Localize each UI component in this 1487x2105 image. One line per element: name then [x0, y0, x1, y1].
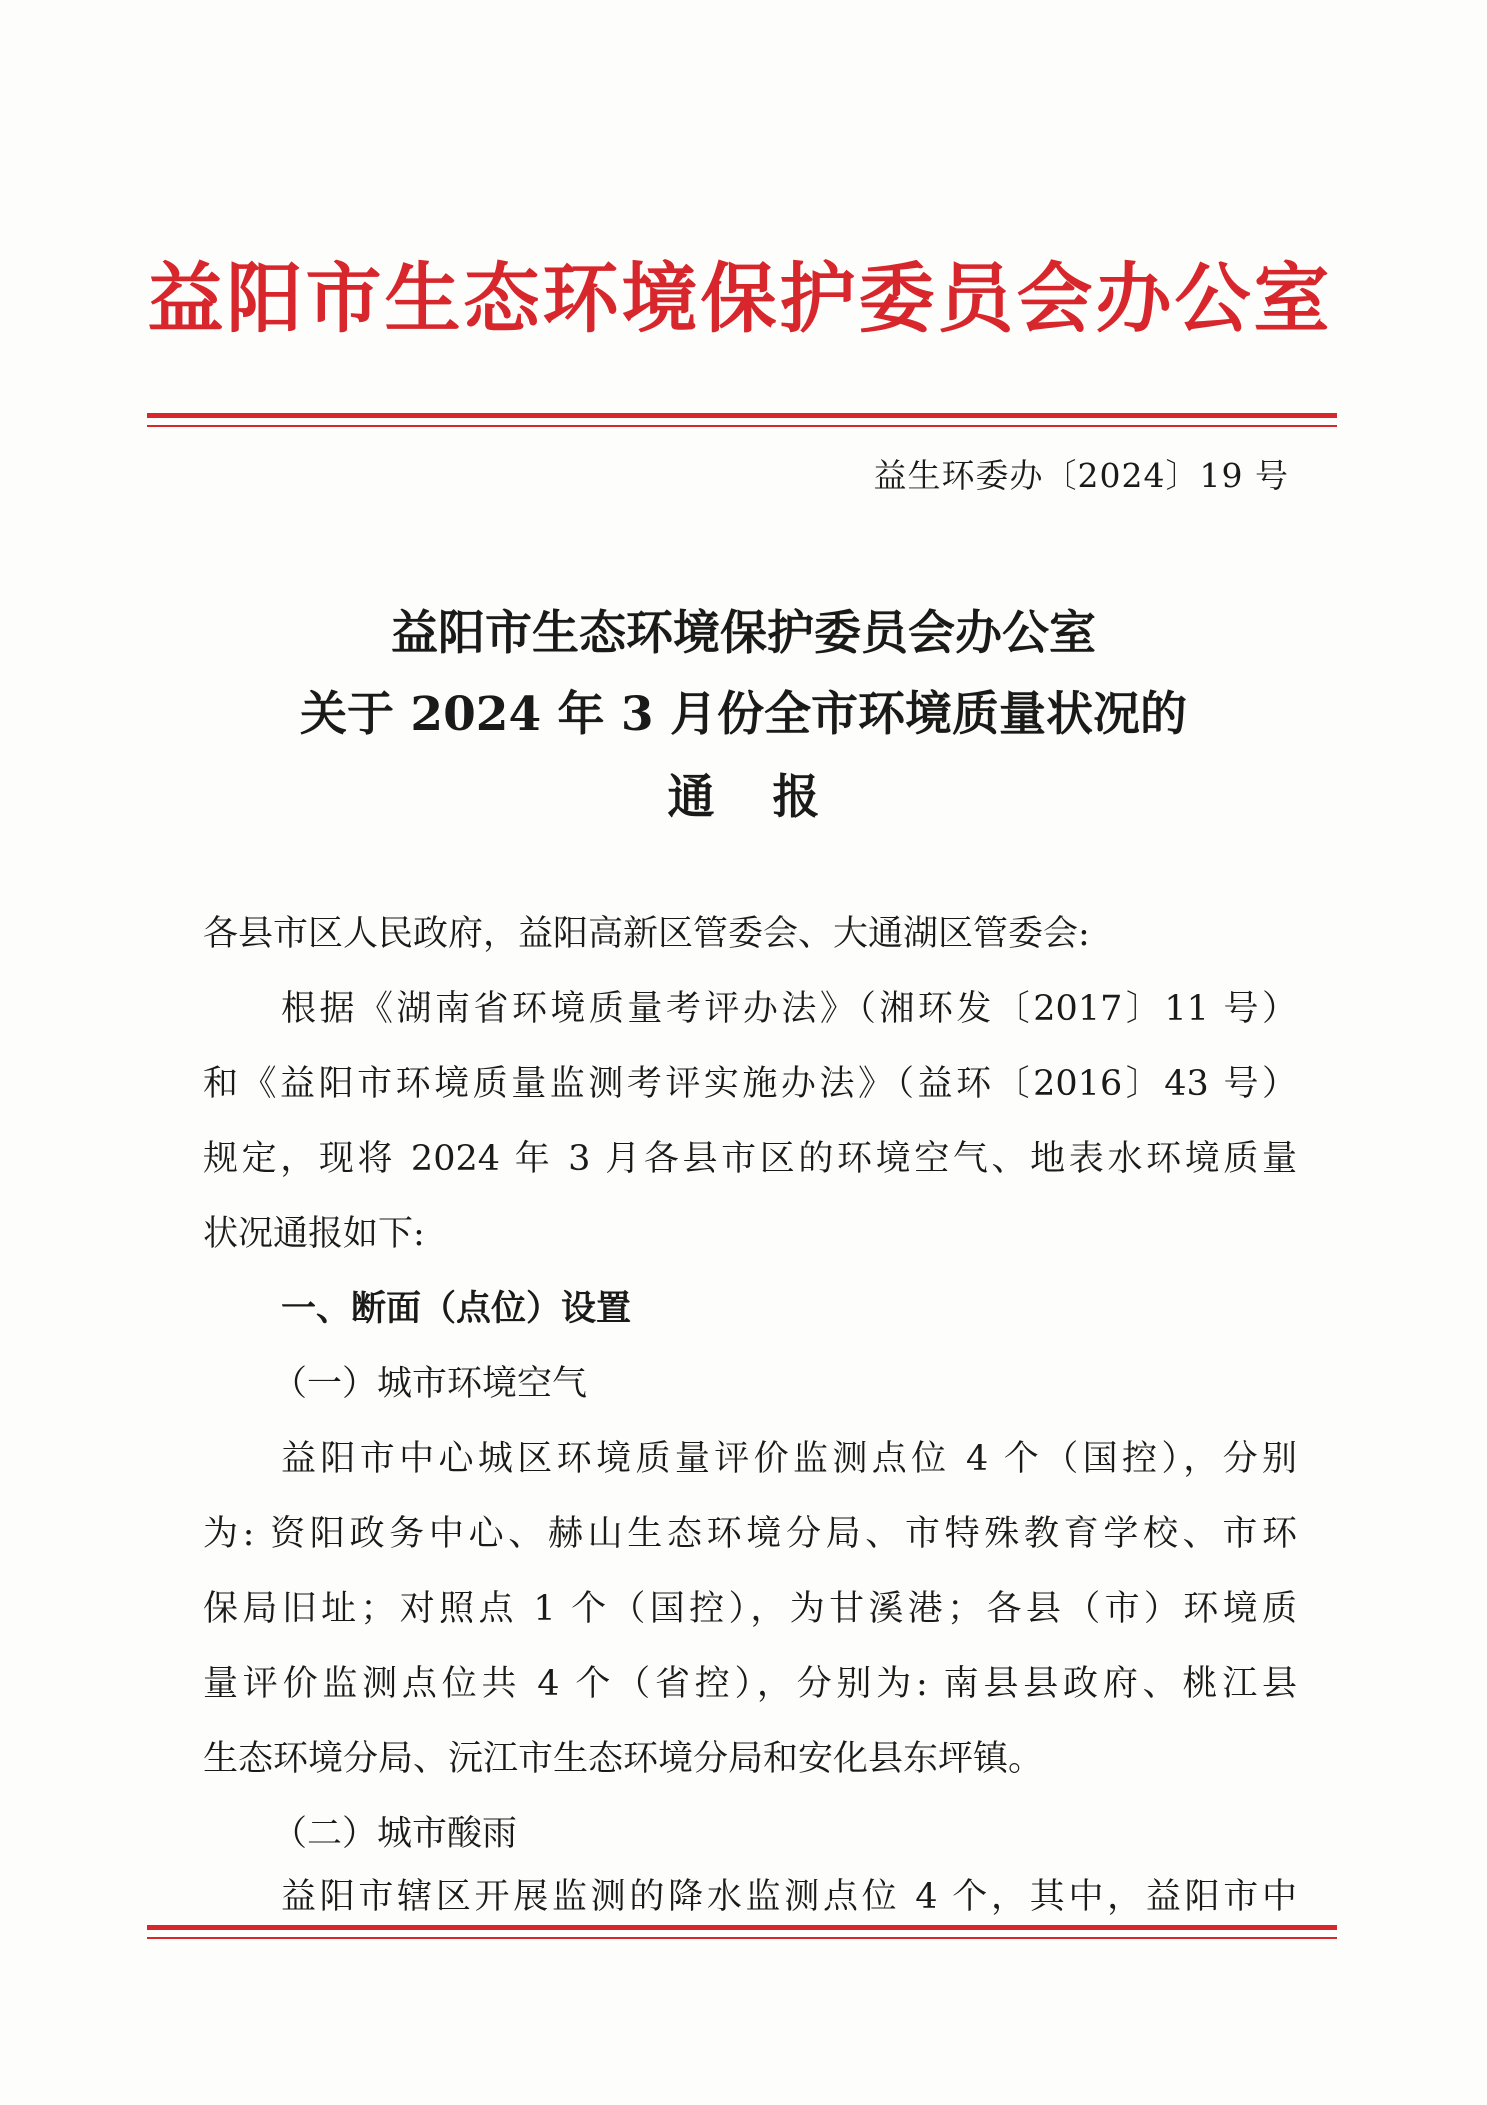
sub2-line-1: 益阳市辖区开展监测的降水监测点位 4 个，其中，益阳市中: [281, 1877, 1297, 1917]
subsection-2-heading: （二）城市酸雨: [272, 1814, 518, 1854]
header-red-rule-thin: [147, 425, 1337, 427]
salutation: 各县市区人民政府，益阳高新区管委会、大通湖区管委会:: [203, 914, 1090, 954]
document-number: 益生环委办〔2024〕19 号: [873, 456, 1289, 495]
footer-red-rule-thick: [147, 1925, 1337, 1930]
title-line-2: 关于 2024 年 3 月份全市环境质量状况的: [300, 687, 1187, 742]
intro-line-4: 状况通报如下:: [203, 1214, 425, 1254]
subsection-1-heading: （一）城市环境空气: [272, 1364, 588, 1404]
header-red-rule-thick: [147, 413, 1337, 418]
section-1-heading: 一、断面（点位）设置: [281, 1289, 632, 1329]
intro-line-3: 规定，现将 2024 年 3 月各县市区的环境空气、地表水环境质量: [203, 1139, 1297, 1179]
sub1-line-3: 保局旧址；对照点 1 个（国控），为甘溪港；各县（市）环境质: [203, 1589, 1297, 1629]
sub1-line-1: 益阳市中心城区环境质量评价监测点位 4 个（国控），分别: [281, 1439, 1297, 1479]
footer-red-rule-thin: [147, 1937, 1337, 1939]
sub1-line-5: 生态环境分局、沅江市生态环境分局和安化县东坪镇。: [203, 1739, 1044, 1779]
sub1-line-4: 量评价监测点位共 4 个（省控），分别为: 南县县政府、桃江县: [203, 1664, 1297, 1704]
sub1-line-2: 为: 资阳政务中心、赫山生态环境分局、市特殊教育学校、市环: [203, 1514, 1297, 1554]
issuing-organization-header: 益阳市生态环境保护委员会办公室: [147, 254, 1333, 343]
title-line-3: 通报: [667, 770, 878, 825]
intro-line-2: 和《益阳市环境质量监测考评实施办法》（益环〔2016〕43 号）: [203, 1064, 1297, 1104]
title-line-1: 益阳市生态环境保护委员会办公室: [391, 606, 1096, 661]
intro-line-1: 根据《湖南省环境质量考评办法》（湘环发〔2017〕11 号）: [281, 989, 1297, 1029]
